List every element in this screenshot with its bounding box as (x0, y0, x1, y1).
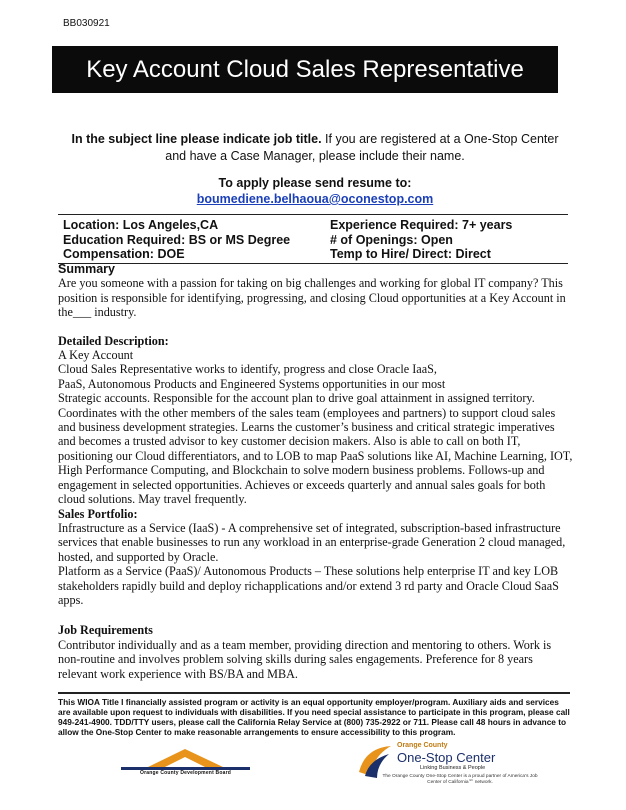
job-requirements-heading: Job Requirements (58, 623, 153, 638)
detailed-line: Cloud Sales Representative works to identify, progress and close Oracle IaaS, (58, 362, 437, 377)
apply-label: To apply please send resume to: (218, 176, 412, 190)
subject-line-bold: In the subject line please indicate job title. (71, 132, 322, 146)
summary-text: Are you someone with a passion for taking on big challenges and working for global IT company? This position is responsible for identifying, progressing, and closing Cloud opportunities at a Key Account in the___ industry. (58, 276, 566, 320)
ocdb-logo-text: Orange County Development Board (140, 770, 231, 776)
summary-heading: Summary (58, 262, 115, 276)
apply-email-link[interactable]: boumediene.belhaoua@oconestop.com (196, 192, 434, 206)
experience-required: Experience Required: 7+ years (330, 218, 513, 232)
apply-section (60, 175, 570, 207)
paas-description: Platform as a Service (PaaS)/ Autonomous Products – These solutions help enterprise IT and key LOB stakeholders rapidly build and deploy richapplications and/or extend 3 rd party and Oracle Cloud SaaS apps. (58, 564, 559, 607)
eeo-notice: This WIOA Title I financially assisted program or activity is an equal opportunity employer/program. Auxiliary aids and services are available upon request to individuals with disabilities. If you need special assistance to participate in this program, please call 949-241-4900. TDD/TTY users, please call the California Relay Service at (800) 735-2922 or 711. Please call 48 hours in advance to allow the One-Stop Center to make reasonable arrangements to ensure accessibility to this program. (58, 692, 570, 737)
detailed-description-heading: Detailed Description: (58, 333, 169, 348)
job-info-left (63, 218, 290, 262)
hire-type: Temp to Hire/ Direct: Direct (330, 247, 491, 261)
sales-portfolio-heading: Sales Portfolio: (58, 506, 138, 521)
document-code: BB030921 (63, 18, 110, 29)
job-info-box (58, 214, 568, 264)
subject-line-instructions (60, 131, 570, 165)
detailed-line: A Key Account (58, 348, 134, 363)
number-of-openings: # of Openings: Open (330, 232, 453, 247)
detailed-description-text: Coordinates with the other members of the sales team (employees and partners) to support cloud sales and business development strategies. Learns the customer’s business and critical strategic imperatives and becomes a trusted advisor to key customer decision makers. Also is able to call on both IT, positioning our Cloud differentiators, and to LOB to map PaaS solutions like AI, Machine Learning, IOT, High Performance Computing, and Blockchain to solve modern business problems. Follows-up and engagement in selected opportunities. Achieves or exceeds quarterly and annual sales goals for both cloud solutions. May travel frequently. (58, 405, 573, 507)
education-required: Education Required: BS or MS Degree (63, 232, 291, 247)
osc-tagline: Linking Business & People (420, 765, 486, 771)
detailed-line: Strategic accounts. Responsible for the account plan to drive goal attainment in assigned territory. (58, 391, 535, 406)
iaas-description: Infrastructure as a Service (IaaS) - A comprehensive set of integrated, subscription-based infrastructure services that enable businesses to run any workload in an enterprise-grade Generation 2 cloud managed, hosted, and supported by Oracle. (58, 520, 566, 564)
job-description-body (58, 262, 573, 681)
osc-partner-text: The Orange County One-Stop Center is a proud partner of America’s Job Center of California℠ network. (382, 774, 538, 785)
location: Location: Los Angeles,CA (63, 218, 219, 232)
job-title-banner: Key Account Cloud Sales Representative (52, 46, 558, 93)
osc-name: One-Stop Center (397, 750, 496, 765)
job-requirements-text: Contributor individually and as a team member, providing direction and mentoring to others. Work is non-routine and involves problem solving skills during sales engagements. Preference for 8 years relevant work experience with BS/BA and MBA. (58, 637, 552, 681)
detailed-line: PaaS, Autonomous Products and Engineered Systems opportunities in our most (58, 376, 446, 391)
compensation: Compensation: DOE (63, 247, 185, 261)
subject-line-rest: If you are registered at a One-Stop Center and have a Case Manager, please include their name. (165, 132, 559, 163)
job-info-right (330, 218, 512, 262)
osc-county-label: Orange County (397, 742, 448, 749)
